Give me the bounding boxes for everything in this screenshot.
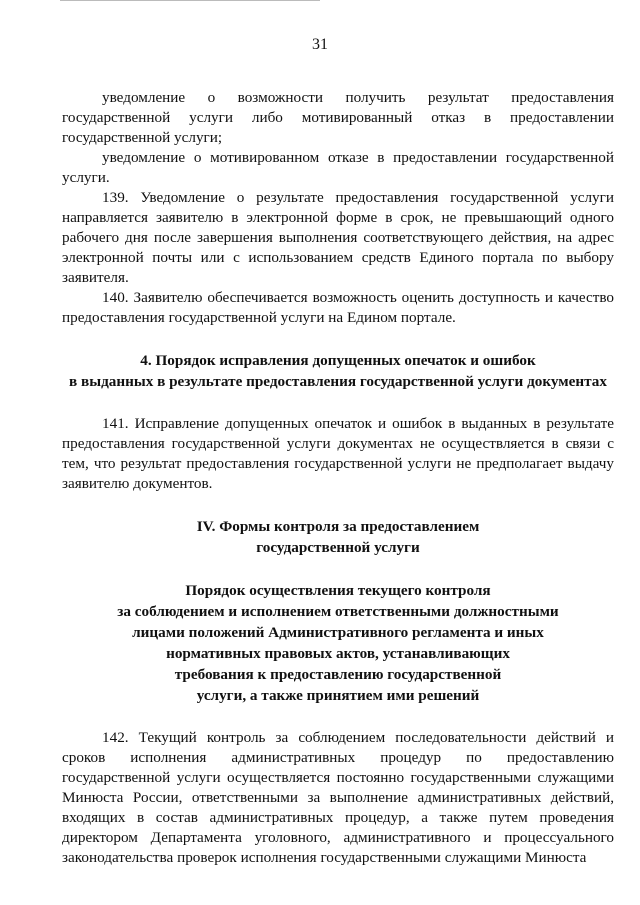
subsection-heading-line5: требования к предоставлению государственной (174, 666, 502, 683)
section-4-heading-line2: в выданных в результате предоставления государственной услуги документах (69, 373, 607, 390)
subsection-heading-line1: Порядок осуществления текущего контроля (185, 582, 491, 599)
chapter-iv-heading-line1: IV. Формы контроля за предоставлением (196, 518, 480, 535)
paragraph-142: 142. Текущий контроль за соблюдением последовательности действий и сроков исполнения административных процедур по предоставлению государственной услуги осуществляется постоянно государственными служащими Минюста России, ответственными за выполнение административных действий, входящих в состав административных процедур, а также путем проведения директором Департамента уголовного, административного и процессуального законодательства проверок исполнения государственными служащими Минюста (62, 729, 614, 866)
top-edge-line (60, 0, 320, 1)
subsection-heading-line6: услуги, а также принятием ими решений (196, 687, 480, 704)
paragraph-141: 141. Исправление допущенных опечаток и ошибок в выданных в результате предоставления государственной услуги документах не осуществляется в связи с тем, что результат предоставления государственной услуги не предполагает выдачу заявителю документов. (62, 415, 614, 492)
page-number: 31 (312, 36, 328, 53)
paragraph-139: 139. Уведомление о результате предоставления государственной услуги направляется заявителю в электронной форме в срок, не превышающий одного рабочего дня после завершения выполнения соответствующего действия, на адрес электронной почты или с использованием средств Единого портала по выбору заявителя. (62, 189, 614, 286)
notification-item-result: уведомление о возможности получить результат предоставления государственной услуги либо мотивированный отказ в предоставлении государственной услуги; (62, 89, 614, 146)
subsection-heading-line2: за соблюдением и исполнением ответственными должностными (117, 603, 559, 620)
notification-item-refusal: уведомление о мотивированном отказе в предоставлении государственной услуги. (62, 149, 614, 186)
section-4-heading-line1: 4. Порядок исправления допущенных опечаток и ошибок (140, 352, 536, 369)
paragraph-140: 140. Заявителю обеспечивается возможность оценить доступность и качество предоставления государственной услуги на Едином портале. (62, 289, 614, 326)
subsection-heading-line4: нормативных правовых актов, устанавливающих (166, 645, 510, 662)
document-body (62, 88, 614, 868)
chapter-iv-heading-line2: государственной услуги (256, 539, 420, 556)
subsection-heading-line3: лицами положений Административного регламента и иных (132, 624, 544, 641)
